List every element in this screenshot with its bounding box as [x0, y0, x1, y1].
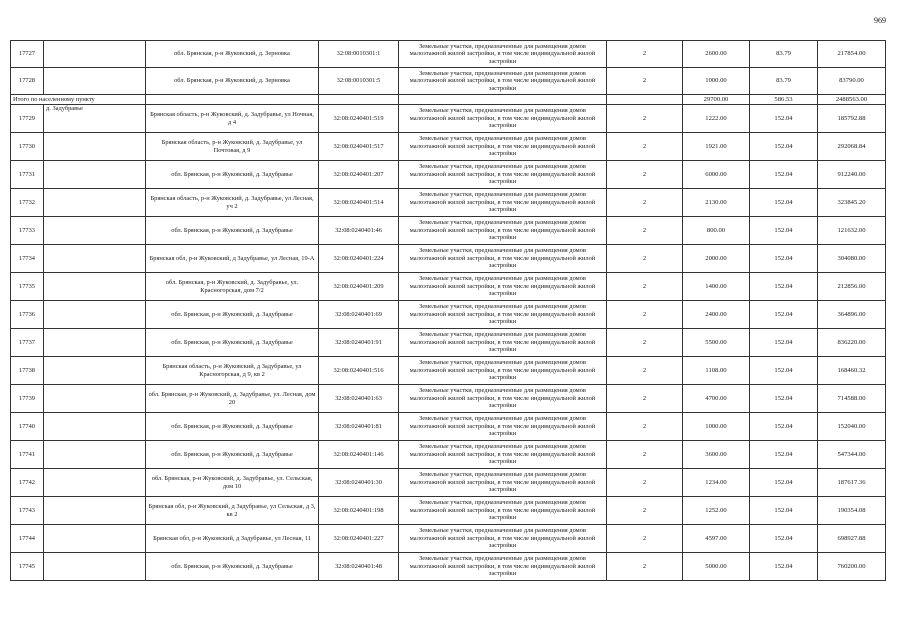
cadastral-number: 32:08:0240401:69	[319, 301, 399, 329]
area-cell: 3600.00	[683, 441, 750, 469]
cadastral-number: 32:08:0240401:30	[319, 469, 399, 497]
area-cell: 1252.00	[683, 497, 750, 525]
area-cell: 800.00	[683, 217, 750, 245]
address-cell: обл. Брянская, р-н Жуковский, д. Задубравье	[146, 441, 319, 469]
record-id: 17744	[11, 525, 44, 553]
address-cell: обл. Брянская, р-н Жуковский, д. Задубравье	[146, 161, 319, 189]
settlement-name	[44, 441, 146, 469]
land-register-table	[10, 40, 886, 581]
area-cell: 1000.00	[683, 413, 750, 441]
subtotal-empty-cell	[146, 95, 319, 105]
cadastral-value-cell: 304080.00	[818, 245, 886, 273]
settlement-name	[44, 497, 146, 525]
cadastral-value-cell: 836220.00	[818, 329, 886, 357]
table-row	[11, 273, 886, 301]
table-row	[11, 133, 886, 161]
cadastral-value-cell: 364896.00	[818, 301, 886, 329]
area-cell: 4597.00	[683, 525, 750, 553]
settlement-name	[44, 385, 146, 413]
record-id: 17742	[11, 469, 44, 497]
rate-cell: 152.04	[750, 105, 818, 133]
cadastral-number: 32:08:0010301:5	[319, 68, 399, 95]
purpose-cell: Земельные участки, предназначенные для размещения домов малоэтажной жилой застройки, в том числе индивидуальной жилой застройки	[399, 553, 607, 581]
settlement-name	[44, 189, 146, 217]
rate-cell: 152.04	[750, 525, 818, 553]
address-cell: Брянская обл, р-н Жуковский, д Задубравье, ул Лесная, 11	[146, 525, 319, 553]
category-cell: 2	[607, 41, 683, 68]
record-id: 17737	[11, 329, 44, 357]
purpose-cell: Земельные участки, предназначенные для размещения домов малоэтажной жилой застройки, в том числе индивидуальной жилой застройки	[399, 497, 607, 525]
rate-cell: 152.04	[750, 385, 818, 413]
subtotal-row	[11, 95, 886, 105]
area-cell: 1108.00	[683, 357, 750, 385]
rate-cell: 152.04	[750, 245, 818, 273]
rate-cell: 152.04	[750, 329, 818, 357]
purpose-cell: Земельные участки, предназначенные для размещения домов малоэтажной жилой застройки, в том числе индивидуальной жилой застройки	[399, 41, 607, 68]
table-row	[11, 413, 886, 441]
address-cell: Брянская обл, р-н Жуковский, д Задубравье, ул Лесная, 19-А	[146, 245, 319, 273]
address-cell: обл. Брянская, р-н Жуковский, д. Зерновка	[146, 68, 319, 95]
record-id: 17727	[11, 41, 44, 68]
purpose-cell: Земельные участки, предназначенные для размещения домов малоэтажной жилой застройки, в том числе индивидуальной жилой застройки	[399, 357, 607, 385]
rate-cell: 152.04	[750, 357, 818, 385]
area-cell: 6000.00	[683, 161, 750, 189]
purpose-cell: Земельные участки, предназначенные для размещения домов малоэтажной жилой застройки, в том числе индивидуальной жилой застройки	[399, 385, 607, 413]
purpose-cell: Земельные участки, предназначенные для размещения домов малоэтажной жилой застройки, в том числе индивидуальной жилой застройки	[399, 329, 607, 357]
category-cell: 2	[607, 553, 683, 581]
table-row	[11, 105, 886, 133]
purpose-cell: Земельные участки, предназначенные для размещения домов малоэтажной жилой застройки, в том числе индивидуальной жилой застройки	[399, 161, 607, 189]
table-row	[11, 469, 886, 497]
area-cell: 1222.00	[683, 105, 750, 133]
rate-cell: 152.04	[750, 217, 818, 245]
settlement-name	[44, 133, 146, 161]
cadastral-value-cell: 152040.00	[818, 413, 886, 441]
category-cell: 2	[607, 273, 683, 301]
purpose-cell: Земельные участки, предназначенные для размещения домов малоэтажной жилой застройки, в том числе индивидуальной жилой застройки	[399, 273, 607, 301]
table-row	[11, 68, 886, 95]
table-row	[11, 217, 886, 245]
subtotal-area: 29700.00	[683, 95, 750, 105]
category-cell: 2	[607, 161, 683, 189]
category-cell: 2	[607, 68, 683, 95]
category-cell: 2	[607, 385, 683, 413]
area-cell: 1000.00	[683, 68, 750, 95]
settlement-name	[44, 329, 146, 357]
record-id: 17735	[11, 273, 44, 301]
rate-cell: 152.04	[750, 469, 818, 497]
address-cell: Брянская обл, р-н Жуковский, д Задубравье, ул Сельская, д 3, кв 2	[146, 497, 319, 525]
category-cell: 2	[607, 217, 683, 245]
subtotal-empty-cell	[607, 95, 683, 105]
purpose-cell: Земельные участки, предназначенные для размещения домов малоэтажной жилой застройки, в том числе индивидуальной жилой застройки	[399, 217, 607, 245]
category-cell: 2	[607, 245, 683, 273]
cadastral-value-cell: 187617.36	[818, 469, 886, 497]
area-cell: 5000.00	[683, 553, 750, 581]
address-cell: Брянская область, р-н Жуковский, д Задубравье, ул Красногорская, д 9, кв 2	[146, 357, 319, 385]
category-cell: 2	[607, 133, 683, 161]
settlement-name	[44, 245, 146, 273]
table-row	[11, 245, 886, 273]
settlement-name: д. Задубравье	[44, 105, 146, 133]
cadastral-value-cell: 83790.00	[818, 68, 886, 95]
address-cell: обл. Брянская, р-н Жуковский, д. Задубравье, ул. Сельская, дом 10	[146, 469, 319, 497]
rate-cell: 152.04	[750, 553, 818, 581]
record-id: 17741	[11, 441, 44, 469]
settlement-name	[44, 413, 146, 441]
address-cell: Брянская область, р-н Жуковский, д. Задубравье, ул Ночная, д 4	[146, 105, 319, 133]
cadastral-number: 32:08:0240401:514	[319, 189, 399, 217]
category-cell: 2	[607, 105, 683, 133]
area-cell: 2400.00	[683, 301, 750, 329]
address-cell: обл. Брянская, р-н Жуковский, д. Задубравье, ул. Красногорская, дом 7/2	[146, 273, 319, 301]
table-row	[11, 189, 886, 217]
record-id: 17739	[11, 385, 44, 413]
table-row	[11, 161, 886, 189]
cadastral-number: 32:08:0240401:198	[319, 497, 399, 525]
settlement-name	[44, 217, 146, 245]
cadastral-value-cell: 190354.08	[818, 497, 886, 525]
cadastral-number: 32:08:0010301:1	[319, 41, 399, 68]
cadastral-number: 32:08:0240401:227	[319, 525, 399, 553]
category-cell: 2	[607, 497, 683, 525]
purpose-cell: Земельные участки, предназначенные для размещения домов малоэтажной жилой застройки, в том числе индивидуальной жилой застройки	[399, 525, 607, 553]
address-cell: обл. Брянская, р-н Жуковский, д. Задубравье	[146, 301, 319, 329]
rate-cell: 152.04	[750, 441, 818, 469]
rate-cell: 152.04	[750, 189, 818, 217]
category-cell: 2	[607, 357, 683, 385]
purpose-cell: Земельные участки, предназначенные для размещения домов малоэтажной жилой застройки, в том числе индивидуальной жилой застройки	[399, 301, 607, 329]
table-row	[11, 385, 886, 413]
address-cell: обл. Брянская, р-н Жуковский, д. Зерновка	[146, 41, 319, 68]
settlement-name	[44, 469, 146, 497]
record-id: 17729	[11, 105, 44, 133]
cadastral-number: 32:08:0240401:207	[319, 161, 399, 189]
rate-cell: 152.04	[750, 413, 818, 441]
category-cell: 2	[607, 301, 683, 329]
rate-cell: 152.04	[750, 273, 818, 301]
rate-cell: 152.04	[750, 161, 818, 189]
cadastral-value-cell: 121632.00	[818, 217, 886, 245]
area-cell: 4700.00	[683, 385, 750, 413]
record-id: 17733	[11, 217, 44, 245]
settlement-name	[44, 357, 146, 385]
subtotal-value: 2488563.00	[818, 95, 886, 105]
cadastral-value-cell: 217854.00	[818, 41, 886, 68]
cadastral-number: 32:08:0240401:46	[319, 217, 399, 245]
record-id: 17743	[11, 497, 44, 525]
table-row	[11, 441, 886, 469]
subtotal-empty-cell	[399, 95, 607, 105]
purpose-cell: Земельные участки, предназначенные для размещения домов малоэтажной жилой застройки, в том числе индивидуальной жилой застройки	[399, 413, 607, 441]
category-cell: 2	[607, 413, 683, 441]
rate-cell: 152.04	[750, 301, 818, 329]
purpose-cell: Земельные участки, предназначенные для размещения домов малоэтажной жилой застройки, в том числе индивидуальной жилой застройки	[399, 105, 607, 133]
settlement-name	[44, 41, 146, 68]
area-cell: 1234.00	[683, 469, 750, 497]
purpose-cell: Земельные участки, предназначенные для размещения домов малоэтажной жилой застройки, в том числе индивидуальной жилой застройки	[399, 189, 607, 217]
table-row	[11, 329, 886, 357]
category-cell: 2	[607, 525, 683, 553]
rate-cell: 83.79	[750, 41, 818, 68]
area-cell: 2600.00	[683, 41, 750, 68]
subtotal-empty-cell	[319, 95, 399, 105]
subtotal-section	[11, 95, 886, 105]
page-number: 969	[874, 16, 886, 25]
table-row	[11, 357, 886, 385]
settlement-name	[44, 68, 146, 95]
cadastral-value-cell: 547344.00	[818, 441, 886, 469]
area-cell: 1400.00	[683, 273, 750, 301]
cadastral-value-cell: 912240.00	[818, 161, 886, 189]
settlement-name	[44, 525, 146, 553]
rate-cell: 83.79	[750, 68, 818, 95]
cadastral-number: 32:08:0240401:63	[319, 385, 399, 413]
purpose-cell: Земельные участки, предназначенные для размещения домов малоэтажной жилой застройки, в том числе индивидуальной жилой застройки	[399, 469, 607, 497]
record-id: 17730	[11, 133, 44, 161]
settlement-name	[44, 553, 146, 581]
cadastral-number: 32:08:0240401:516	[319, 357, 399, 385]
purpose-cell: Земельные участки, предназначенные для размещения домов малоэтажной жилой застройки, в том числе индивидуальной жилой застройки	[399, 441, 607, 469]
purpose-cell: Земельные участки, предназначенные для размещения домов малоэтажной жилой застройки, в том числе индивидуальной жилой застройки	[399, 133, 607, 161]
address-cell: обл. Брянская, р-н Жуковский, д. Задубравье, ул. Лесная, дом 20	[146, 385, 319, 413]
record-id: 17734	[11, 245, 44, 273]
rows-after-subtotal	[11, 105, 886, 581]
cadastral-number: 32:08:0240401:91	[319, 329, 399, 357]
area-cell: 1921.00	[683, 133, 750, 161]
cadastral-value-cell: 185792.88	[818, 105, 886, 133]
address-cell: обл. Брянская, р-н Жуковский, д. Задубравье	[146, 413, 319, 441]
cadastral-number: 32:08:0240401:224	[319, 245, 399, 273]
address-cell: Брянская область, р-н Жуковский, д. Задубравье, ул Почтовая, д 9	[146, 133, 319, 161]
settlement-name	[44, 301, 146, 329]
purpose-cell: Земельные участки, предназначенные для размещения домов малоэтажной жилой застройки, в том числе индивидуальной жилой застройки	[399, 245, 607, 273]
cadastral-value-cell: 168460.32	[818, 357, 886, 385]
record-id: 17728	[11, 68, 44, 95]
record-id: 17745	[11, 553, 44, 581]
cadastral-number: 32:08:0240401:81	[319, 413, 399, 441]
record-id: 17732	[11, 189, 44, 217]
address-cell: Брянская область, р-н Жуковский, д. Задубравье, ул Лесная, уч 2	[146, 189, 319, 217]
table-row	[11, 525, 886, 553]
settlement-name	[44, 273, 146, 301]
address-cell: обл. Брянская, р-н Жуковский, д. Задубравье	[146, 553, 319, 581]
rate-cell: 152.04	[750, 133, 818, 161]
table-row	[11, 301, 886, 329]
cadastral-number: 32:08:0240401:146	[319, 441, 399, 469]
table-row	[11, 497, 886, 525]
cadastral-number: 32:08:0240401:209	[319, 273, 399, 301]
cadastral-value-cell: 212856.00	[818, 273, 886, 301]
table-row	[11, 41, 886, 68]
record-id: 17738	[11, 357, 44, 385]
cadastral-value-cell: 698927.88	[818, 525, 886, 553]
address-cell: обл. Брянская, р-н Жуковский, д. Задубравье	[146, 217, 319, 245]
category-cell: 2	[607, 189, 683, 217]
area-cell: 2130.00	[683, 189, 750, 217]
settlement-name	[44, 161, 146, 189]
purpose-cell: Земельные участки, предназначенные для размещения домов малоэтажной жилой застройки, в том числе индивидуальной жилой застройки	[399, 68, 607, 95]
cadastral-number: 32:08:0240401:519	[319, 105, 399, 133]
table-row	[11, 553, 886, 581]
cadastral-value-cell: 760200.00	[818, 553, 886, 581]
rate-cell: 152.04	[750, 497, 818, 525]
record-id: 17740	[11, 413, 44, 441]
record-id: 17736	[11, 301, 44, 329]
category-cell: 2	[607, 329, 683, 357]
subtotal-rate: 586.53	[750, 95, 818, 105]
subtotal-label: Итого по населенному пункту	[11, 95, 146, 105]
address-cell: обл. Брянская, р-н Жуковский, д. Задубравье	[146, 329, 319, 357]
area-cell: 5500.00	[683, 329, 750, 357]
rows-before-subtotal	[11, 41, 886, 95]
category-cell: 2	[607, 469, 683, 497]
cadastral-value-cell: 323845.20	[818, 189, 886, 217]
cadastral-value-cell: 714588.00	[818, 385, 886, 413]
cadastral-number: 32:08:0240401:517	[319, 133, 399, 161]
category-cell: 2	[607, 441, 683, 469]
cadastral-value-cell: 292068.84	[818, 133, 886, 161]
record-id: 17731	[11, 161, 44, 189]
cadastral-number: 32:08:0240401:48	[319, 553, 399, 581]
area-cell: 2000.00	[683, 245, 750, 273]
